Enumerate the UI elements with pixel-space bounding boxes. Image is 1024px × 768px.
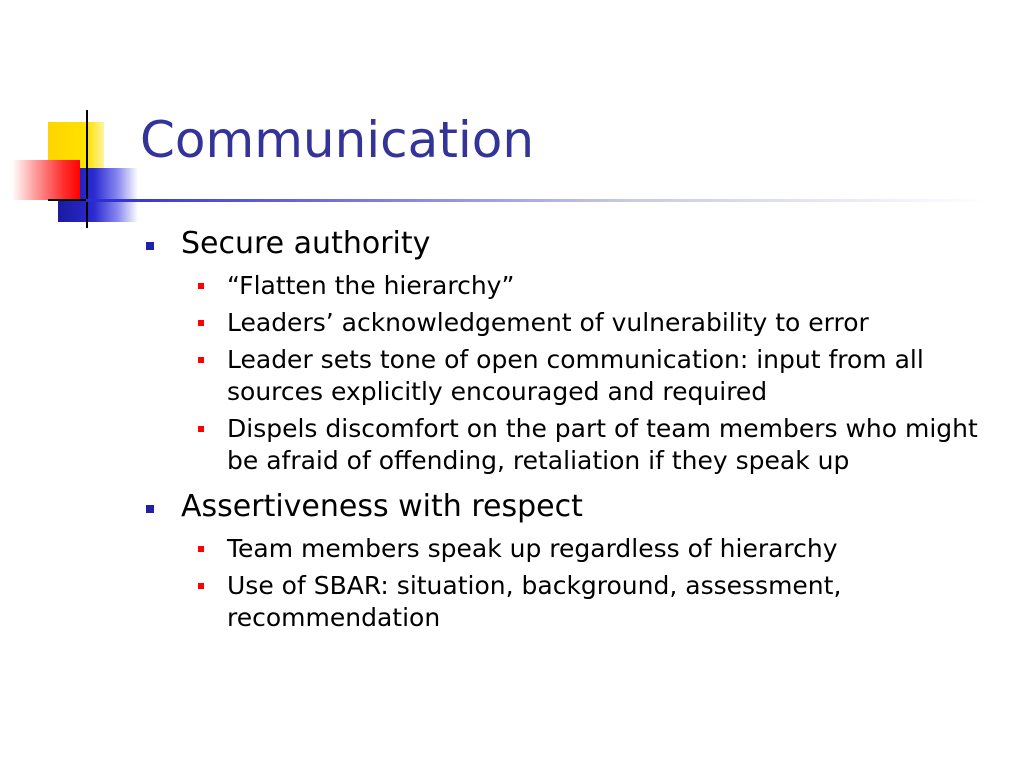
- sub-bullet-list: [140, 270, 1010, 477]
- slide-content: [140, 226, 1010, 646]
- corner-decoration: [0, 0, 160, 240]
- bullet-list: [140, 226, 1010, 634]
- section-heading: Secure authority: [181, 226, 431, 261]
- title-underline: [86, 199, 986, 202]
- list-item: Use of SBAR: situation, background, assessment, recommendation: [140, 570, 1010, 634]
- list-item: Team members speak up regardless of hierarchy: [140, 533, 1010, 565]
- square-bullet-icon: [146, 242, 154, 250]
- list-item: Leader sets tone of open communication: input from all sources explicitly encouraged and required: [140, 344, 1010, 408]
- section-assertiveness: [140, 489, 1010, 525]
- square-bullet-icon: [198, 357, 204, 363]
- list-item: “Flatten the hierarchy”: [140, 270, 1010, 302]
- square-bullet-icon: [198, 583, 204, 589]
- square-bullet-icon: [198, 283, 204, 289]
- list-item: Leaders’ acknowledgement of vulnerability to error: [140, 307, 1010, 339]
- square-bullet-icon: [146, 505, 154, 513]
- square-bullet-icon: [198, 546, 204, 552]
- red-bar-decoration: [12, 160, 80, 200]
- vertical-line-decoration: [86, 110, 88, 228]
- section-heading: Assertiveness with respect: [181, 489, 583, 524]
- list-item: Dispels discomfort on the part of team members who might be afraid of offending, retaliation if they speak up: [140, 413, 1010, 477]
- slide-title: Communication: [140, 111, 535, 169]
- section-secure-authority: [140, 226, 1010, 262]
- square-bullet-icon: [198, 320, 204, 326]
- square-bullet-icon: [198, 426, 204, 432]
- sub-bullet-list: [140, 533, 1010, 634]
